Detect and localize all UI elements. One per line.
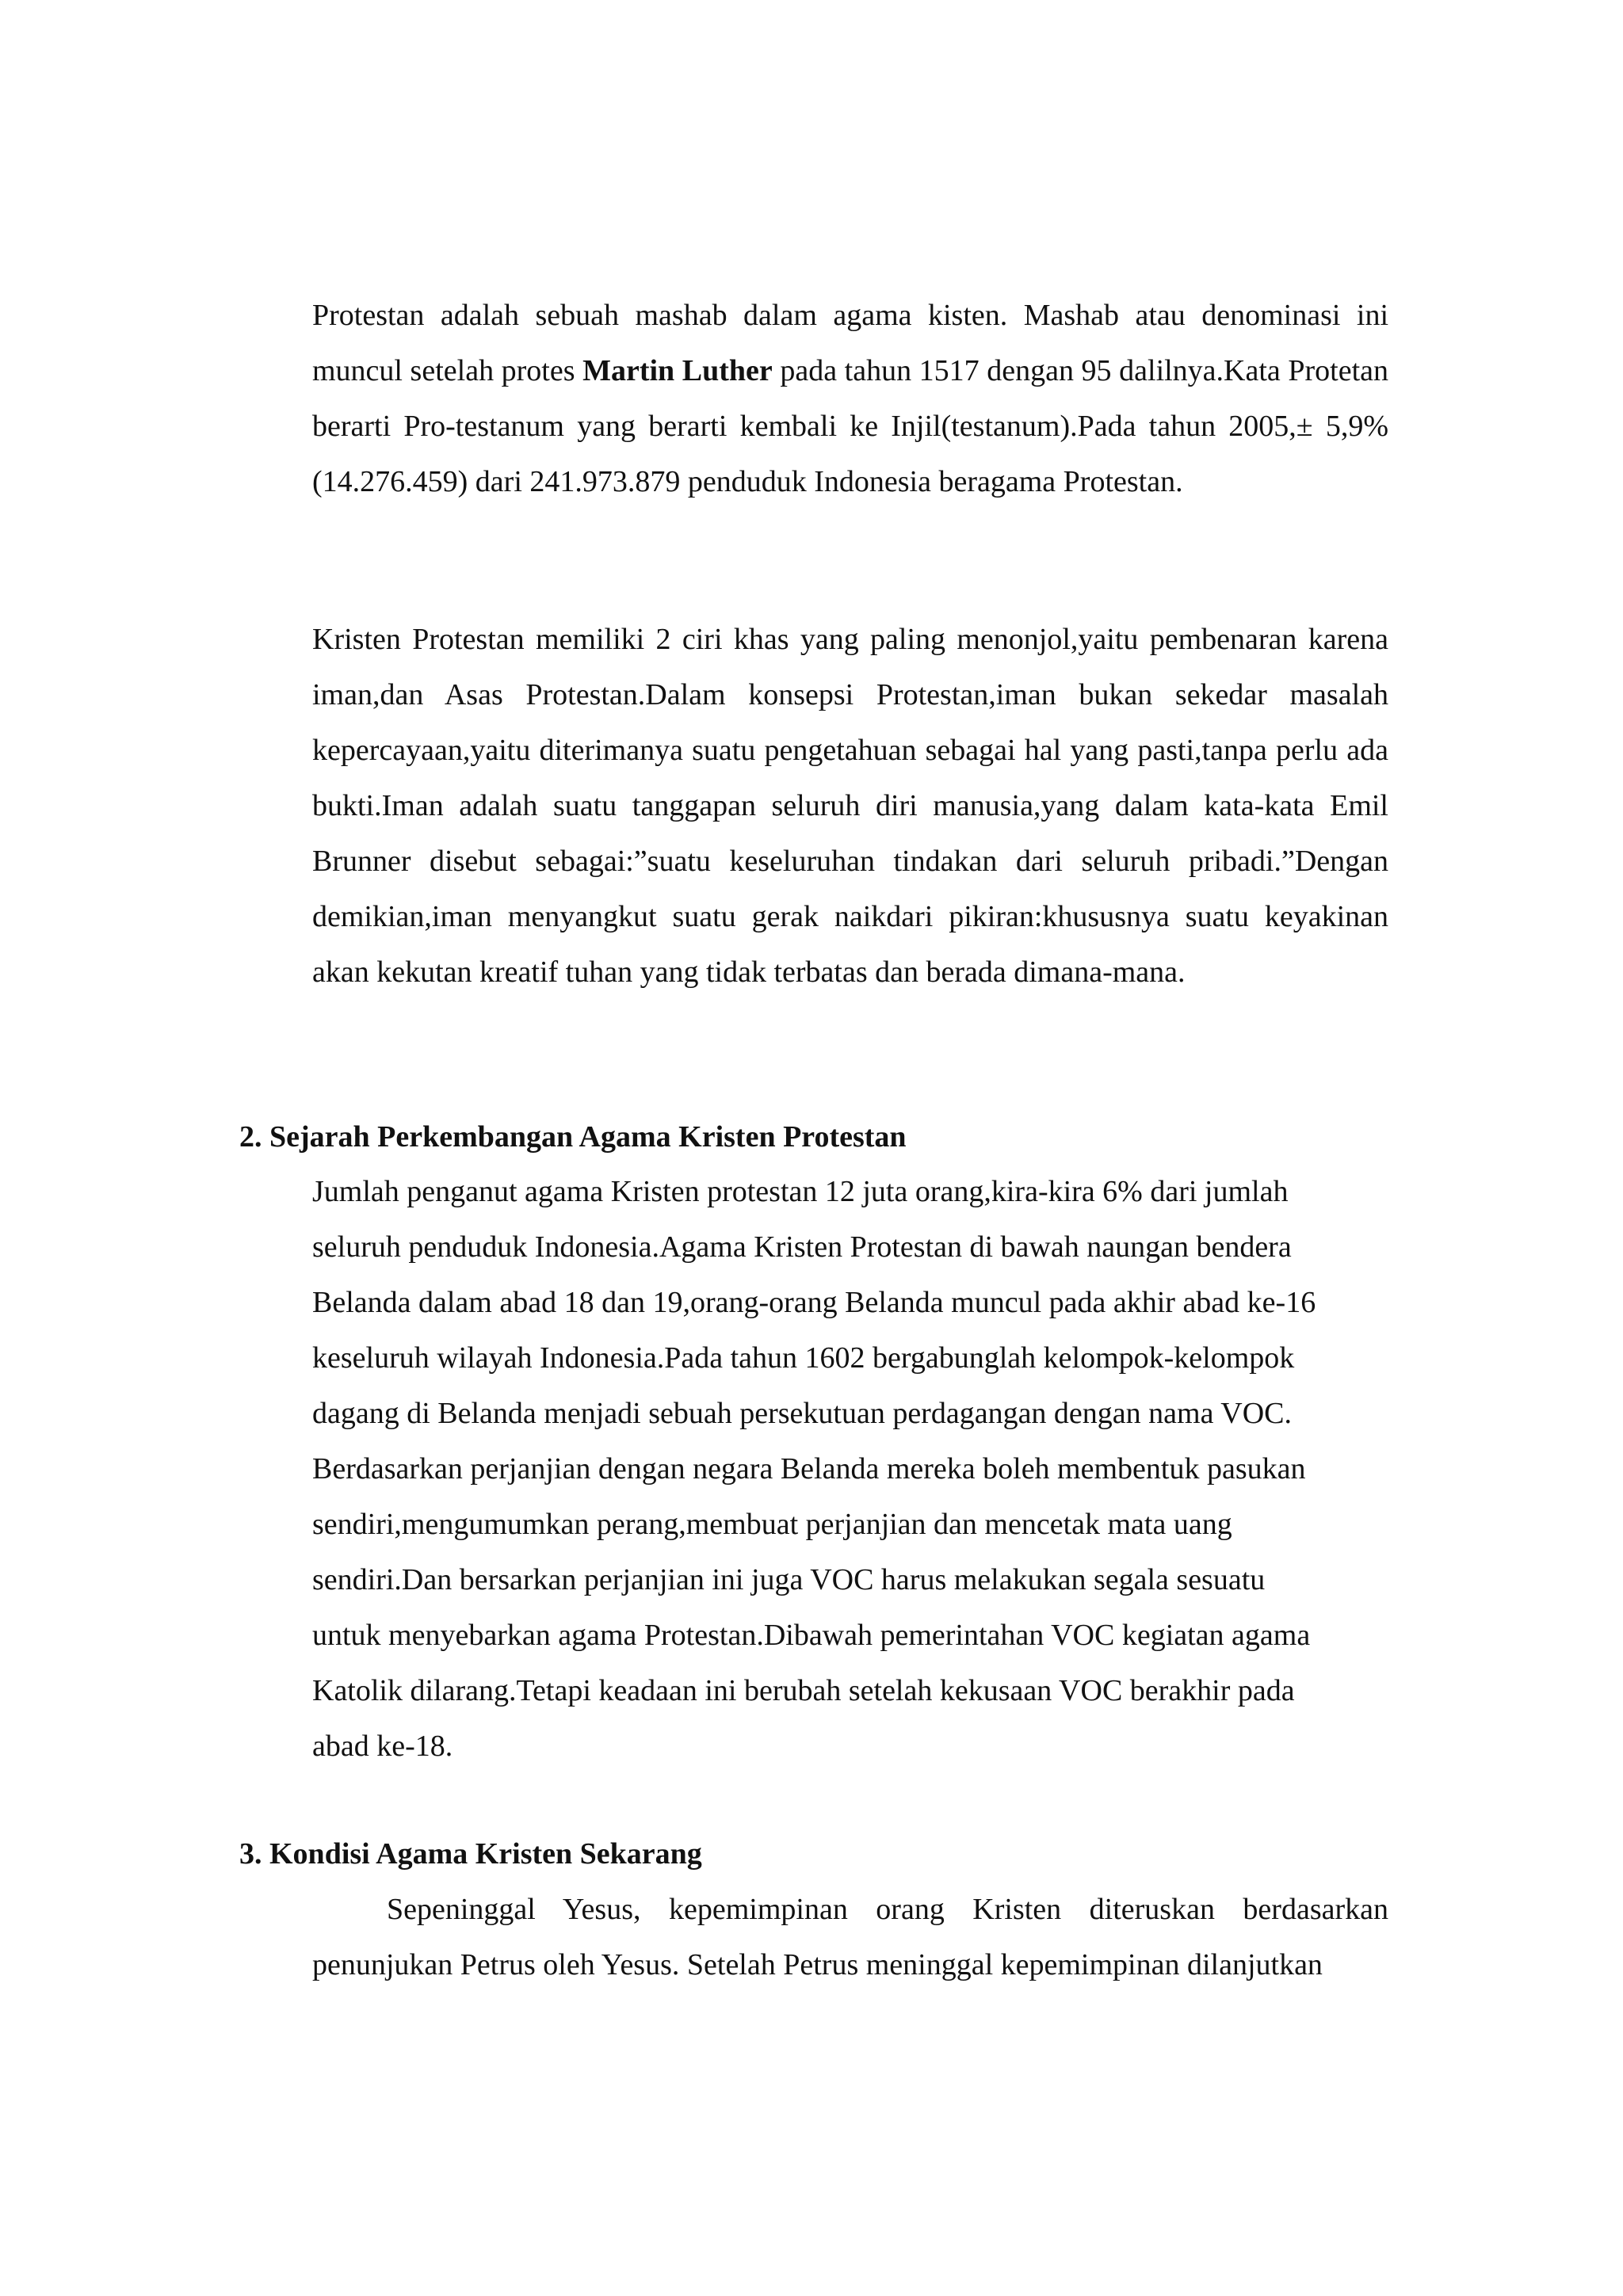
paragraph-kristen-protestan-characteristics: Kristen Protestan memiliki 2 ciri khas yang paling menonjol,yaitu pembenaran karena iman,dan Asas Protestan.Dalam konsepsi Protestan,iman bukan sekedar masalah kepercayaan,yaitu diterimanya suatu pengetahuan sebagai hal yang pasti,tanpa perlu ada bukti.Iman adalah suatu tanggapan seluruh diri manusia,yang dalam kata-kata Emil Brunner disebut sebagai:”suatu keseluruhan tindakan dari seluruh pribadi.”Dengan demikian,iman menyangkut suatu gerak naikdari pikiran:khususnya suatu keyakinan akan kekutan kreatif tuhan yang tidak terbatas dan berada dimana-mana. — [312, 623, 1388, 989]
section3-paragraph: Sepeninggal Yesus, kepemimpinan orang Kristen diteruskan berdasarkan penunjukan Petrus oleh Yesus. Setelah Petrus meninggal kepemimpinan dilanjutkan — [312, 1893, 1388, 1981]
paragraph1-text-end: pada tahun 1517 dengan 95 dalilnya.Kata Protetan berarti Pro-testanum yang berarti kembali ke Injil(testanum).Pada tahun 2005,± 5,9%(14.276.459) dari 241.973.879 penduduk Indonesia beragama Protestan. — [312, 354, 1388, 498]
section2-line: sendiri.Dan bersarkan perjanjian ini juga VOC harus melakukan segala sesuatu — [312, 1563, 1266, 1596]
section2-line: keseluruh wilayah Indonesia.Pada tahun 1602 bergabunglah kelompok-kelompok — [312, 1341, 1295, 1375]
section2-line: untuk menyebarkan agama Protestan.Dibawah pemerintahan VOC kegiatan agama — [312, 1619, 1311, 1652]
section3-heading: 3. Kondisi Agama Kristen Sekarang — [239, 1837, 702, 1871]
section2-heading: 2. Sejarah Perkembangan Agama Kristen Protestan — [239, 1120, 907, 1154]
section2-line: sendiri,mengumumkan perang,membuat perjanjian dan mencetak mata uang — [312, 1508, 1232, 1541]
section2-line: abad ke-18. — [312, 1730, 453, 1763]
paragraph-protestan-definition — [312, 288, 1388, 509]
section2-line: dagang di Belanda menjadi sebuah persekutuan perdagangan dengan nama VOC. — [312, 1397, 1293, 1430]
section2-line: Belanda dalam abad 18 dan 19,orang-orang Belanda muncul pada akhir abad ke-16 — [312, 1286, 1316, 1319]
section2-line: seluruh penduduk Indonesia.Agama Kristen Protestan di bawah naungan bendera — [312, 1230, 1292, 1264]
section2-line: Jumlah penganut agama Kristen protestan 12 juta orang,kira-kira 6% dari jumlah — [312, 1175, 1289, 1208]
section2-line: Berdasarkan perjanjian dengan negara Belanda mereka boleh membentuk pasukan — [312, 1452, 1306, 1486]
section2-line: Katolik dilarang.Tetapi keadaan ini berubah setelah kekusaan VOC berakhir pada — [312, 1674, 1295, 1707]
paragraph1-text-start: Protestan adalah sebuah mashab dalam agama kisten. Mashab atau denominasi ini muncul setelah protes — [312, 299, 1388, 387]
martin-luther-bold: Martin Luther — [582, 354, 773, 387]
section2-body — [312, 1164, 1388, 1774]
